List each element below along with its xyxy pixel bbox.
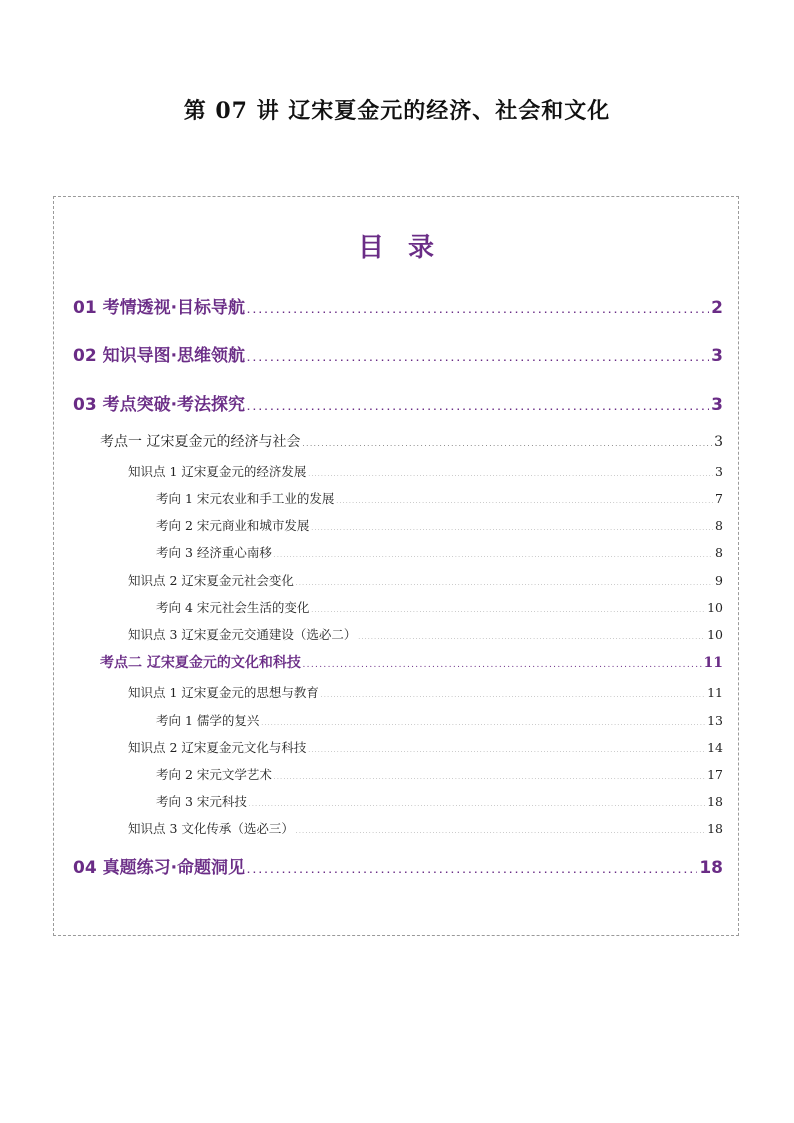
toc-entry-label: 01 考情透视·目标导航	[73, 298, 246, 318]
leader-dots	[247, 404, 709, 412]
toc-entry-zhishidian-1-2[interactable]	[128, 571, 723, 589]
toc-entry-page: 9	[715, 573, 723, 588]
leader-dots	[247, 307, 709, 315]
leader-dots	[274, 775, 705, 781]
toc-entry-page: 10	[707, 627, 723, 642]
toc-entry-page: 11	[703, 655, 723, 671]
toc-entry-page: 11	[707, 685, 723, 700]
toc-entry-page: 18	[707, 794, 723, 809]
leader-dots	[336, 499, 713, 505]
leader-dots	[261, 721, 705, 727]
toc-entry-page: 7	[715, 491, 723, 506]
toc-entry-zhishidian-2-2[interactable]	[128, 738, 723, 756]
toc-entry-label: 考向 1 儒学的复兴	[156, 713, 260, 728]
toc-entry-zhishidian-2-3[interactable]	[128, 819, 723, 837]
toc-entry-label: 考点二 辽宋夏金元的文化和科技	[100, 655, 301, 671]
leader-dots	[247, 355, 709, 363]
toc-entry-page: 18	[707, 821, 723, 836]
toc-entry-page: 8	[715, 518, 723, 533]
toc-entry-03[interactable]	[73, 390, 723, 415]
toc-entry-label: 知识点 3 辽宋夏金元交通建设（选必二）	[128, 627, 357, 642]
toc-heading-right: 录	[408, 233, 437, 263]
leader-dots	[311, 526, 713, 532]
leader-dots	[308, 472, 713, 478]
leader-dots	[358, 635, 705, 641]
toc-entry-page: 2	[711, 298, 723, 318]
toc-entry-page: 17	[707, 767, 723, 782]
leader-dots	[321, 693, 705, 699]
toc-entry-zhishidian-1-3[interactable]	[128, 625, 723, 643]
toc-entry-label: 考点一 辽宋夏金元的经济与社会	[100, 434, 301, 450]
toc-entry-label: 知识点 3 文化传承（选必三）	[128, 821, 294, 836]
toc-entry-zhishidian-2-1[interactable]	[128, 683, 723, 701]
toc-entry-kaodian-2[interactable]	[100, 652, 723, 672]
toc-entry-kaoxiang-2-3[interactable]	[156, 792, 723, 810]
toc-entry-kaoxiang-3[interactable]	[156, 543, 723, 561]
leader-dots	[296, 829, 705, 835]
toc-entry-page: 3	[715, 464, 723, 479]
toc-entry-page: 13	[707, 713, 723, 728]
toc-entry-label: 02 知识导图·思维领航	[73, 346, 246, 366]
toc-entry-04[interactable]	[73, 853, 723, 878]
toc-entry-page: 3	[714, 434, 723, 450]
toc-entry-label: 考向 2 宋元文学艺术	[156, 767, 272, 782]
toc-entry-kaoxiang-2-1[interactable]	[156, 711, 723, 729]
toc-entry-page: 8	[715, 545, 723, 560]
toc-entry-label: 考向 3 宋元科技	[156, 794, 247, 809]
toc-entry-kaodian-1[interactable]	[100, 431, 723, 451]
toc-entry-kaoxiang-4[interactable]	[156, 598, 723, 616]
toc-entry-page: 18	[699, 858, 723, 878]
toc-entry-zhishidian-1-1[interactable]	[128, 462, 723, 480]
leader-dots	[303, 662, 702, 669]
toc-heading	[0, 227, 794, 264]
toc-entry-label: 04 真题练习·命题洞见	[73, 858, 246, 878]
leader-dots	[296, 581, 713, 587]
leader-dots	[311, 608, 705, 614]
toc-heading-left: 目	[357, 233, 386, 263]
toc-entry-page: 14	[707, 740, 723, 755]
toc-entry-label: 知识点 2 辽宋夏金元社会变化	[128, 573, 294, 588]
leader-dots	[247, 867, 697, 875]
toc-entry-label: 知识点 2 辽宋夏金元文化与科技	[128, 740, 307, 755]
leader-dots	[249, 802, 705, 808]
leader-dots	[302, 441, 712, 448]
toc-entry-label: 03 考点突破·考法探究	[73, 395, 246, 415]
toc-entry-label: 考向 1 宋元农业和手工业的发展	[156, 491, 335, 506]
toc-entry-page: 10	[707, 600, 723, 615]
toc-entry-label: 考向 3 经济重心南移	[156, 545, 272, 560]
toc-entry-kaoxiang-2[interactable]	[156, 516, 723, 534]
toc-entry-label: 知识点 1 辽宋夏金元的经济发展	[128, 464, 307, 479]
leader-dots	[308, 748, 705, 754]
toc-entry-label: 考向 2 宋元商业和城市发展	[156, 518, 310, 533]
toc-entry-page: 3	[711, 346, 723, 366]
leader-dots	[274, 553, 713, 559]
toc-entry-kaoxiang-1[interactable]	[156, 489, 723, 507]
toc-entry-label: 知识点 1 辽宋夏金元的思想与教育	[128, 685, 319, 700]
document-title: 第 07 讲 辽宋夏金元的经济、社会和文化	[183, 98, 611, 124]
toc-entry-kaoxiang-2-2[interactable]	[156, 765, 723, 783]
toc-entry-page: 3	[711, 395, 723, 415]
toc-entry-label: 考向 4 宋元社会生活的变化	[156, 600, 310, 615]
toc-entry-02[interactable]	[73, 341, 723, 366]
toc-entry-01[interactable]	[73, 293, 723, 318]
